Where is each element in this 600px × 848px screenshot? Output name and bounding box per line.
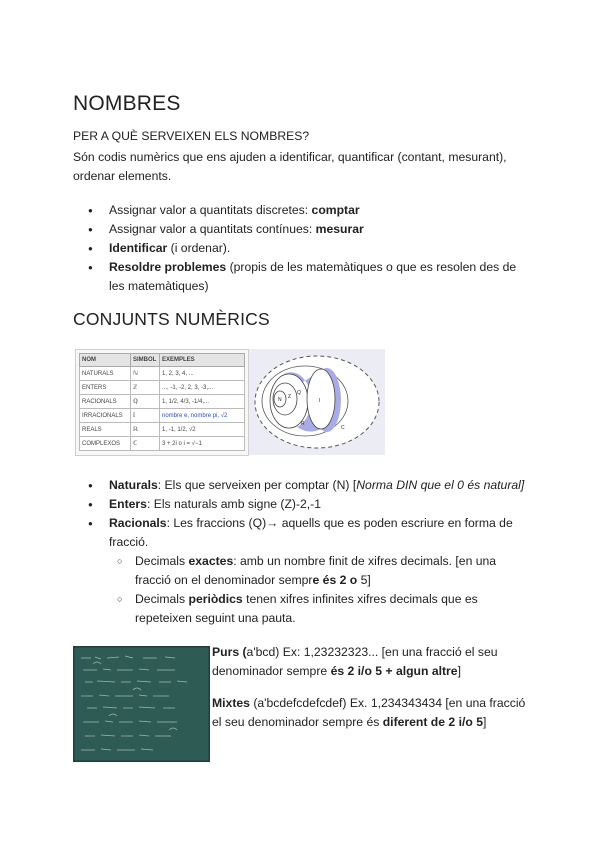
table-cell: REALS: [80, 423, 131, 437]
table-cell: ℤ: [131, 381, 160, 395]
table-cell: 1, 1/2, 4/3, -1/4,...: [160, 395, 245, 409]
irrational-set-ellipse: [307, 369, 335, 429]
label-rationals: Q: [297, 390, 301, 396]
list-item: ● Assignar valor a quantitats contínues: mesurar: [73, 220, 528, 239]
list-item: ● Resoldre problemes (propis de les matemàtiques o que es resolen des de les matemàtiques): [73, 258, 528, 296]
table-cell: IRRACIONALS: [80, 409, 131, 423]
number-sets-table-image: [75, 349, 249, 456]
number-sets-venn-diagram: [249, 349, 385, 455]
table-cell: nombre e, nombre pi, √2: [160, 409, 245, 423]
label-integers: Z: [288, 394, 292, 400]
page-title: NOMBRES: [73, 92, 181, 115]
intro-paragraph: Són codis numèrics que ens ajuden a identificar, quantificar (contant, mesurant), ordenar elements.: [73, 150, 507, 183]
table-row: [80, 437, 245, 451]
list-item-naturals: ● Naturals: Els que serveixen per comptar (N) [Norma DIN que el 0 és natural]: [73, 476, 533, 495]
table-cell: COMPLEXOS: [80, 437, 131, 451]
label-reals: R: [301, 421, 305, 427]
list-item-enters: ● Enters: Els naturals amb signe (Z)-2,-1: [73, 495, 533, 514]
table-row: [80, 409, 245, 423]
table-cell: ℚ: [131, 395, 160, 409]
table-cell: ℂ: [131, 437, 160, 451]
list-item: ● Identificar (i ordenar).: [73, 239, 528, 258]
table-cell: RACIONALS: [80, 395, 131, 409]
number-sets-list: [73, 476, 533, 628]
table-cell: ENTERS: [80, 381, 131, 395]
table-row: [80, 395, 245, 409]
table-cell: ℝ: [131, 423, 160, 437]
list-item-periodics: ○ Decimals periòdics tenen xifres infinites xifres decimals que es repeteixen seguint una pauta.: [113, 590, 533, 628]
table-cell: 1, 2, 3, 4, ...: [160, 367, 245, 381]
table-cell: NATURALS: [80, 367, 131, 381]
list-item-racionals: ● Racionals: Les fraccions (Q)→ aquells que es poden escriure en forma de fracció.: [73, 514, 533, 552]
number-sets-table: [79, 353, 245, 451]
table-row: [80, 381, 245, 395]
table-cell: 𝕀: [131, 409, 160, 423]
section-title-number-sets: CONJUNTS NUMÈRICS: [73, 309, 270, 329]
label-complex: C: [341, 425, 345, 431]
blackboard-photo: [73, 646, 210, 762]
table-cell: 1, -1, 1/2, √2: [160, 423, 245, 437]
purs-paragraph: Purs (a'bcd) Ex: 1,23232323... [en una fracció el seu denominador sempre és 2 i/o 5 + algun altre]: [212, 645, 498, 678]
table-cell: ℕ: [131, 367, 160, 381]
uses-list: [73, 201, 528, 296]
table-cell: ..., -1, -2, 2, 3, -3,...: [160, 381, 245, 395]
table-row: [80, 367, 245, 381]
mixtes-paragraph: Mixtes (a'bcdefcdefcdef) Ex. 1,234343434 [en una fracció el seu denominador sempre és diferent de 2 i/o 5]: [212, 696, 526, 729]
list-item: ● Assignar valor a quantitats discretes: comptar: [73, 201, 528, 220]
section-subtitle: PER A QUÈ SERVEIXEN ELS NOMBRES?: [73, 129, 310, 143]
list-item-exactes: ○ Decimals exactes: amb un nombre finit de xifres decimals. [en una fracció on el denominador sempre és 2 o 5]: [113, 552, 533, 590]
label-naturals: N: [278, 397, 282, 403]
table-header-cell: NOM: [80, 354, 131, 367]
label-irrationals: I: [319, 398, 321, 404]
table-header-row: [80, 354, 245, 367]
table-cell: 3 + 2i o i = √−1: [160, 437, 245, 451]
table-row: [80, 423, 245, 437]
table-header-cell: SIMBOL: [131, 354, 160, 367]
table-header-cell: EXEMPLES: [160, 354, 245, 367]
